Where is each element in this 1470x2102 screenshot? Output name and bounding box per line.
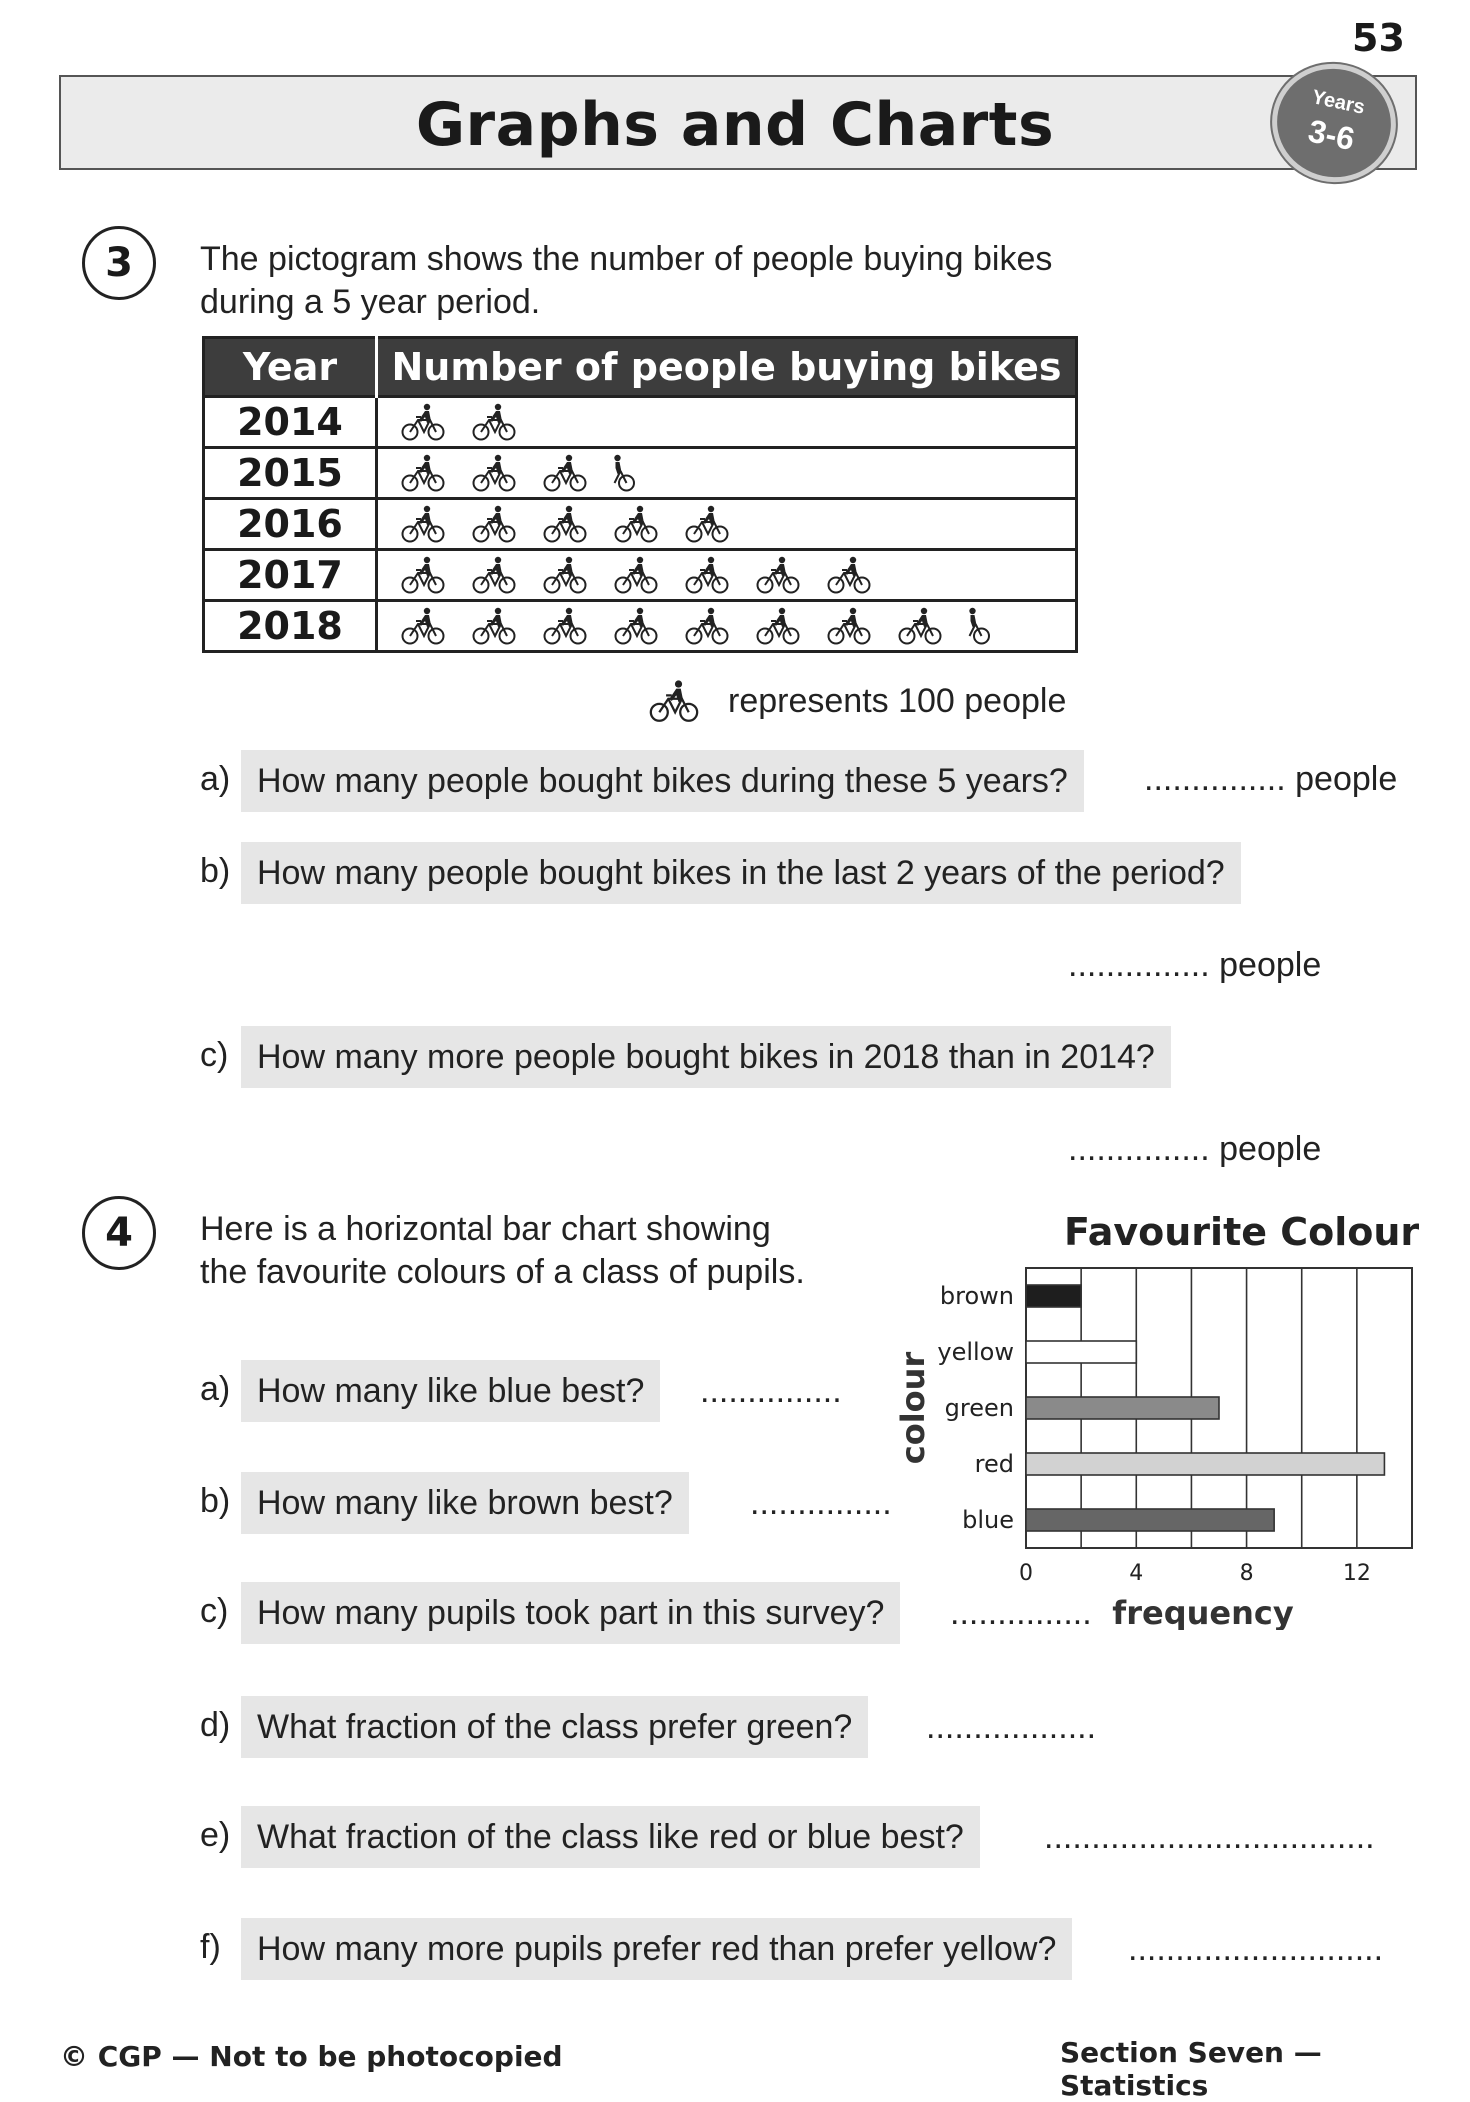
bicycle-icon: [471, 504, 517, 544]
q4a-letter: a): [200, 1370, 231, 1408]
pictogram-table: [202, 336, 1078, 653]
bike-symbols-cell: [377, 448, 1077, 499]
bicycle-icon: [471, 453, 517, 493]
y-axis-label: colour: [894, 1351, 932, 1465]
key-text: represents 100 people: [728, 682, 1067, 720]
question-3-intro: [200, 238, 1052, 324]
q4f-question: How many more pupils prefer red than prefer yellow?: [241, 1918, 1072, 1980]
title-banner: [59, 75, 1417, 170]
bar-blue: [1026, 1509, 1274, 1531]
pictogram-row: [204, 601, 1077, 652]
x-tick-label: 12: [1342, 1561, 1371, 1586]
q3c-letter: c): [200, 1036, 229, 1074]
header-year: Year: [204, 338, 377, 397]
bicycle-icon: [613, 606, 659, 646]
q3b-question: How many people bought bikes in the last 2 years of the period?: [241, 842, 1241, 904]
key-bicycle-icon: [648, 678, 700, 724]
q3c-answer-field[interactable]: ............... people: [1068, 1130, 1322, 1168]
chart-title: Favourite Colour: [1064, 1210, 1420, 1254]
bicycle-icon: [471, 606, 517, 646]
pictogram-row: [204, 397, 1077, 448]
q4f-answer-field[interactable]: ...........................: [1128, 1930, 1384, 1968]
bicycle-icon: [684, 504, 730, 544]
bicycle-icon: [826, 555, 872, 595]
bar-yellow: [1026, 1341, 1136, 1363]
q3c-question: How many more people bought bikes in 2018 than in 2014?: [241, 1026, 1171, 1088]
q4c-answer-field[interactable]: ...............: [950, 1594, 1092, 1632]
q3a-answer-field[interactable]: ............... people: [1144, 760, 1398, 798]
half-bicycle-icon: [613, 453, 637, 493]
bicycle-icon: [542, 504, 588, 544]
pictogram-row: [204, 448, 1077, 499]
bicycle-icon: [684, 555, 730, 595]
bike-symbols-cell: [377, 499, 1077, 550]
q4d-question: What fraction of the class prefer green?: [241, 1696, 868, 1758]
bar-chart: [880, 1250, 1420, 1630]
section-footer: Section Seven — Statistics: [1060, 2036, 1322, 2102]
q4b-letter: b): [200, 1482, 231, 1520]
years-badge: [1261, 52, 1407, 193]
q3a-letter: a): [200, 760, 231, 798]
bike-symbols-cell: [377, 397, 1077, 448]
year-cell: 2014: [204, 397, 377, 448]
bicycle-icon: [471, 555, 517, 595]
bicycle-icon: [613, 504, 659, 544]
pictogram-row: [204, 499, 1077, 550]
x-axis-label: frequency: [1112, 1594, 1294, 1630]
header-count: Number of people buying bikes: [377, 338, 1077, 397]
bicycle-icon: [684, 606, 730, 646]
question-4-intro-line2: the favourite colours of a class of pupils.: [200, 1253, 805, 1291]
x-tick-label: 4: [1129, 1561, 1144, 1586]
bicycle-icon: [471, 402, 517, 442]
q4c-question: How many pupils took part in this survey?: [241, 1582, 900, 1644]
question-3-number: 3: [82, 226, 156, 300]
question-3-intro-line1: The pictogram shows the number of people buying bikes: [200, 240, 1053, 278]
badge-label: Years: [1309, 86, 1367, 119]
category-label: green: [944, 1394, 1014, 1422]
q3b-letter: b): [200, 852, 231, 890]
page-number: 53: [1352, 16, 1405, 60]
bicycle-icon: [613, 555, 659, 595]
q4b-answer-field[interactable]: ...............: [750, 1484, 892, 1522]
bicycle-icon: [400, 606, 446, 646]
bicycle-icon: [542, 606, 588, 646]
q4b-question: How many like brown best?: [241, 1472, 689, 1534]
question-4-number: 4: [82, 1196, 156, 1270]
bicycle-icon: [897, 606, 943, 646]
question-3-intro-line2: during a 5 year period.: [200, 283, 541, 321]
category-label: yellow: [937, 1338, 1014, 1366]
bicycle-icon: [755, 555, 801, 595]
q4c-letter: c): [200, 1592, 229, 1630]
bicycle-icon: [400, 453, 446, 493]
q4a-question: How many like blue best?: [241, 1360, 660, 1422]
q3b-answer-field[interactable]: ............... people: [1068, 946, 1322, 984]
question-4-intro-line1: Here is a horizontal bar chart showing: [200, 1210, 771, 1248]
q4e-answer-field[interactable]: ...................................: [1044, 1818, 1375, 1856]
year-cell: 2016: [204, 499, 377, 550]
year-cell: 2018: [204, 601, 377, 652]
q4f-letter: f): [200, 1928, 221, 1966]
q4e-question: What fraction of the class like red or blue best?: [241, 1806, 980, 1868]
x-tick-label: 0: [1019, 1561, 1033, 1586]
copyright-footer: © CGP — Not to be photocopied: [60, 2040, 563, 2073]
page-title: Graphs and Charts: [415, 89, 1055, 160]
q4d-letter: d): [200, 1706, 231, 1744]
q4a-answer-field[interactable]: ...............: [700, 1372, 842, 1410]
q4d-answer-field[interactable]: ..................: [926, 1708, 1097, 1746]
question-4-intro: [200, 1208, 805, 1294]
category-label: brown: [939, 1282, 1014, 1310]
pictogram-row: [204, 550, 1077, 601]
bar-brown: [1026, 1285, 1081, 1307]
category-label: red: [974, 1450, 1014, 1478]
q3a-question: How many people bought bikes during these 5 years?: [241, 750, 1084, 812]
bicycle-icon: [826, 606, 872, 646]
bike-symbols-cell: [377, 601, 1077, 652]
bike-symbols-cell: [377, 550, 1077, 601]
year-cell: 2015: [204, 448, 377, 499]
bicycle-icon: [400, 555, 446, 595]
half-bicycle-icon: [968, 606, 992, 646]
q4e-letter: e): [200, 1816, 231, 1854]
bicycle-icon: [400, 504, 446, 544]
bar-green: [1026, 1397, 1219, 1419]
bicycle-icon: [542, 453, 588, 493]
badge-range: 3-6: [1305, 112, 1358, 158]
bar-red: [1026, 1453, 1384, 1475]
bicycle-icon: [542, 555, 588, 595]
bicycle-icon: [755, 606, 801, 646]
category-label: blue: [962, 1506, 1014, 1534]
bicycle-icon: [400, 402, 446, 442]
x-tick-label: 8: [1239, 1561, 1254, 1586]
year-cell: 2017: [204, 550, 377, 601]
